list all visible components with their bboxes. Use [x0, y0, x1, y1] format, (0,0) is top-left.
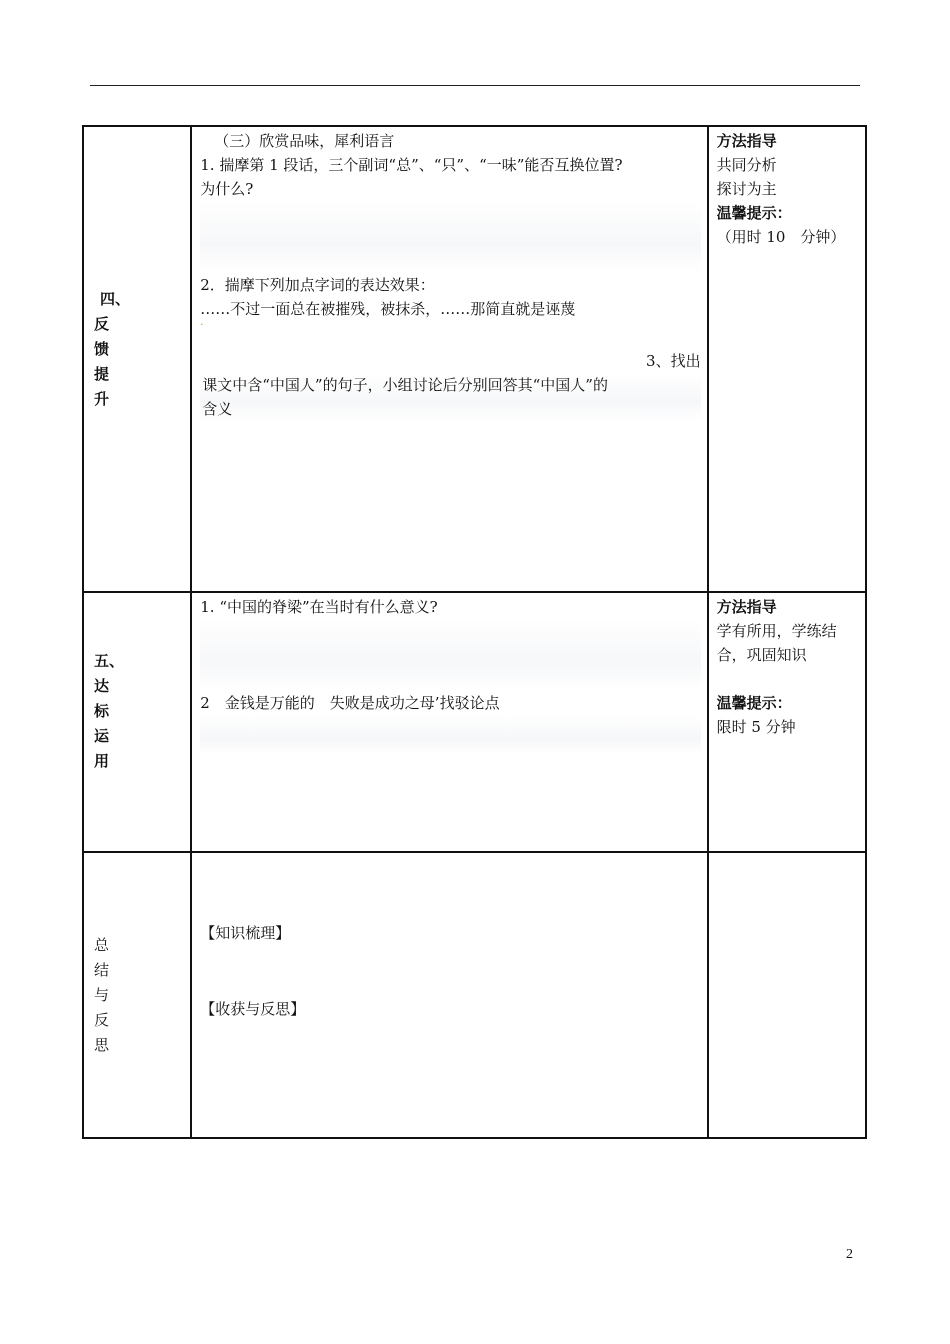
section-5-side-cell	[708, 592, 866, 852]
method-guide-heading: 方法指导	[716, 598, 777, 616]
answer-area-1	[200, 201, 700, 273]
section-4-label-cell	[83, 126, 191, 592]
answer-area-3	[200, 715, 700, 755]
summary-label	[84, 853, 190, 1058]
method-guide-line: 探讨为主	[716, 180, 777, 198]
section-5-content	[192, 593, 706, 755]
question-3-block	[200, 373, 700, 421]
label-char: 与	[94, 986, 110, 1004]
tip-heading: 温馨提示：	[716, 204, 792, 222]
section-4-label	[84, 127, 190, 412]
label-char: 提	[94, 365, 110, 383]
question-3-line-2: 含义	[202, 400, 233, 418]
label-char: 思	[94, 1036, 110, 1054]
section-5-number: 五、	[94, 652, 125, 670]
summary-label-cell	[83, 852, 191, 1138]
header-rule	[90, 85, 860, 86]
section-5-question-1: 1. “中国的脊梁”在当时有什么意义?	[200, 598, 438, 616]
section-4-row	[83, 126, 866, 592]
section-5-content-cell	[191, 592, 707, 852]
section-5-label-cell	[83, 592, 191, 852]
question-2: 2．揣摩下列加点字词的表达效果：	[200, 276, 435, 294]
method-guide-heading: 方法指导	[716, 132, 777, 150]
question-2-quote: ……不过一面总在被摧残，被抹杀，……那简直就是诬蔑	[200, 300, 576, 318]
spacer	[200, 945, 700, 997]
section-4-side-cell	[708, 126, 866, 592]
label-char: 运	[94, 727, 110, 745]
section-4-side-notes	[709, 127, 865, 249]
section-5-question-2: 2 金钱是万能的 失败是成功之母’找驳论点	[200, 694, 500, 712]
summary-side-cell	[708, 852, 866, 1138]
section-4-heading: （三）欣赏品味，犀利语言	[214, 132, 395, 150]
method-guide-line: 合，巩固知识	[716, 646, 807, 664]
reflection-heading: 【收获与反思】	[200, 1000, 306, 1018]
label-char: 馈	[94, 340, 110, 358]
tip-time: （用时 10 分钟）	[716, 228, 846, 246]
section-4-number: 四、	[100, 290, 131, 308]
question-3-number: 3、找出	[646, 352, 701, 370]
summary-content	[192, 853, 706, 1021]
lesson-plan-table	[82, 125, 867, 1139]
label-char: 升	[94, 390, 110, 408]
label-char: 总	[94, 936, 110, 954]
label-char: 反	[94, 315, 110, 333]
knowledge-heading: 【知识梳理】	[200, 924, 291, 942]
page-number: 2	[846, 1247, 853, 1262]
summary-content-cell	[191, 852, 707, 1138]
method-guide-line: 学有所用，学练结	[716, 622, 837, 640]
label-char: 用	[94, 752, 110, 770]
label-char: 反	[94, 1011, 110, 1029]
answer-area-2	[200, 619, 700, 691]
section-4-content	[192, 127, 706, 421]
method-guide-line: 共同分析	[716, 156, 777, 174]
question-3-line-1: 课文中含“中国人”的句子，小组讨论后分别回答其“中国人”的	[202, 376, 608, 394]
emphasis-dot: ·	[200, 320, 204, 331]
section-5-label	[84, 593, 190, 774]
label-char: 达	[94, 677, 110, 695]
section-4-content-cell	[191, 126, 707, 592]
tip-heading: 温馨提示：	[716, 694, 792, 712]
summary-row	[83, 852, 866, 1138]
spacer	[717, 667, 859, 691]
label-char: 标	[94, 702, 110, 720]
question-1-line-2: 为什么?	[200, 180, 254, 198]
section-5-row	[83, 592, 866, 852]
section-5-side-notes	[709, 593, 865, 739]
tip-time: 限时 5 分钟	[716, 718, 796, 736]
question-1-line-1: 1. 揣摩第 1 段话，三个副词“总”、“只”、“一味”能否互换位置?	[200, 156, 623, 174]
label-char: 结	[94, 961, 110, 979]
